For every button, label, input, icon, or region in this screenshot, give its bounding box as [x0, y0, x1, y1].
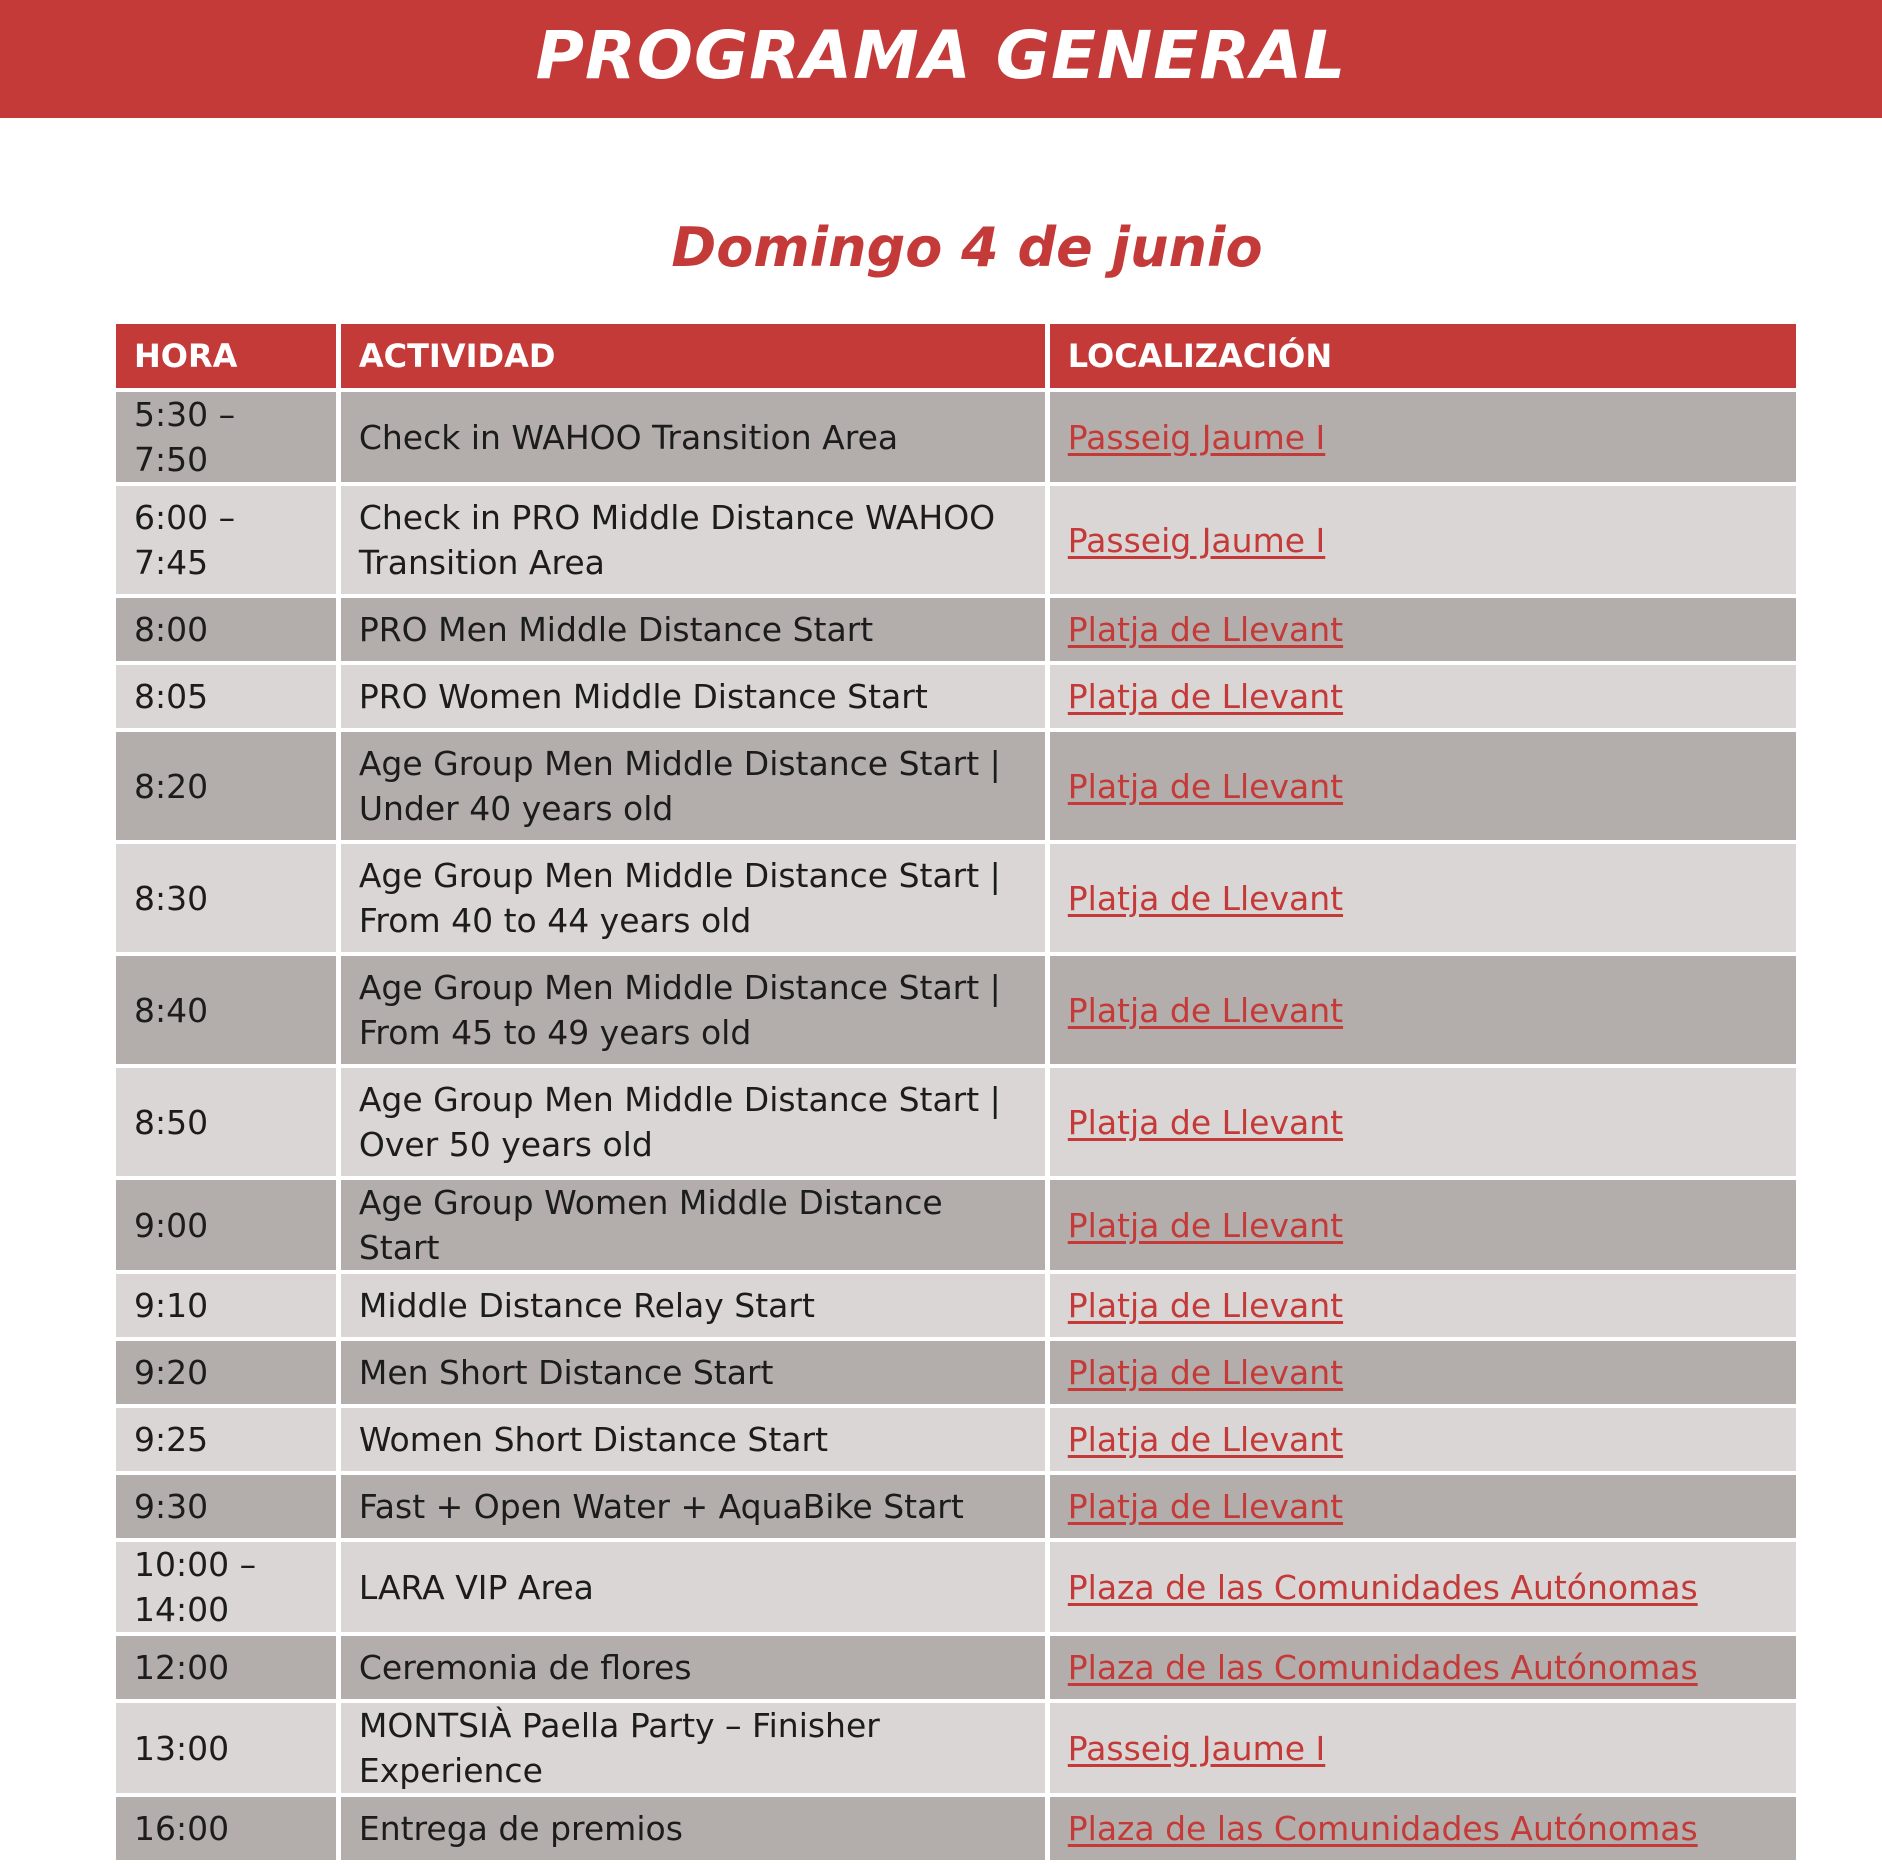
table-row: [116, 956, 1796, 1064]
location-link[interactable]: Platja de Llevant: [1067, 1487, 1344, 1526]
column-header-localizacion: LOCALIZACIÓN: [1050, 324, 1796, 388]
cell-localizacion: [1050, 1180, 1796, 1270]
cell-actividad: Age Group Men Middle Distance Start | Over 50 years old: [341, 1068, 1045, 1176]
location-link[interactable]: Platja de Llevant: [1067, 878, 1344, 918]
location-link[interactable]: Platja de Llevant: [1067, 677, 1344, 716]
location-link[interactable]: Platja de Llevant: [1067, 1286, 1344, 1325]
cell-hora: 13:00: [116, 1703, 336, 1793]
cell-hora: 12:00: [116, 1636, 336, 1699]
cell-hora: 10:00 – 14:00: [116, 1542, 336, 1632]
location-link[interactable]: Plaza de las Comunidades Autónomas: [1067, 1567, 1698, 1607]
location-link[interactable]: Platja de Llevant: [1067, 610, 1344, 649]
cell-hora: 9:20: [116, 1341, 336, 1404]
cell-hora: 8:30: [116, 844, 336, 952]
cell-localizacion: [1050, 732, 1796, 840]
cell-hora: 8:50: [116, 1068, 336, 1176]
cell-localizacion: [1050, 1542, 1796, 1632]
cell-hora: 8:05: [116, 665, 336, 728]
location-link[interactable]: Platja de Llevant: [1067, 1420, 1344, 1459]
location-link[interactable]: Passeig Jaume I: [1067, 1728, 1326, 1768]
cell-actividad: Fast + Open Water + AquaBike Start: [341, 1475, 1045, 1538]
cell-hora: 9:25: [116, 1408, 336, 1471]
table-row: [116, 844, 1796, 952]
cell-localizacion: [1050, 1274, 1796, 1337]
page-title: PROGRAMA GENERAL: [535, 16, 1347, 94]
cell-localizacion: [1050, 665, 1796, 728]
table-row: [116, 1636, 1796, 1699]
table-row: [116, 1408, 1796, 1471]
table-row: [116, 1068, 1796, 1176]
cell-actividad: Age Group Men Middle Distance Start | Under 40 years old: [341, 732, 1045, 840]
cell-actividad: MONTSIÀ Paella Party – Finisher Experience: [341, 1703, 1045, 1793]
table-row: [116, 1542, 1796, 1632]
cell-localizacion: [1050, 1636, 1796, 1699]
table-row: [116, 1341, 1796, 1404]
schedule-table: [111, 320, 1801, 1864]
table-row: [116, 1703, 1796, 1793]
cell-actividad: Age Group Women Middle Distance Start: [341, 1180, 1045, 1270]
table-row: [116, 486, 1796, 594]
cell-actividad: Middle Distance Relay Start: [341, 1274, 1045, 1337]
cell-actividad: Men Short Distance Start: [341, 1341, 1045, 1404]
cell-localizacion: [1050, 844, 1796, 952]
cell-actividad: Age Group Men Middle Distance Start | From 45 to 49 years old: [341, 956, 1045, 1064]
table-row: [116, 1475, 1796, 1538]
cell-actividad: Women Short Distance Start: [341, 1408, 1045, 1471]
table-row: [116, 598, 1796, 661]
cell-hora: 8:20: [116, 732, 336, 840]
location-link[interactable]: Platja de Llevant: [1067, 990, 1344, 1030]
table-row: [116, 392, 1796, 482]
cell-localizacion: [1050, 392, 1796, 482]
cell-actividad: Age Group Men Middle Distance Start | From 40 to 44 years old: [341, 844, 1045, 952]
cell-hora: 9:10: [116, 1274, 336, 1337]
cell-hora: 9:00: [116, 1180, 336, 1270]
cell-localizacion: [1050, 1341, 1796, 1404]
cell-localizacion: [1050, 486, 1796, 594]
cell-actividad: LARA VIP Area: [341, 1542, 1045, 1632]
location-link[interactable]: Plaza de las Comunidades Autónomas: [1067, 1648, 1698, 1687]
location-link[interactable]: Passeig Jaume I: [1067, 520, 1326, 560]
cell-actividad: Check in WAHOO Transition Area: [341, 392, 1045, 482]
cell-actividad: Check in PRO Middle Distance WAHOO Transition Area: [341, 486, 1045, 594]
header-banner: [0, 0, 1882, 118]
table-row: [116, 665, 1796, 728]
location-link[interactable]: Platja de Llevant: [1067, 1353, 1344, 1392]
location-link[interactable]: Platja de Llevant: [1067, 766, 1344, 806]
cell-hora: 6:00 – 7:45: [116, 486, 336, 594]
cell-actividad: Ceremonia de flores: [341, 1636, 1045, 1699]
cell-localizacion: [1050, 1797, 1796, 1860]
location-link[interactable]: Platja de Llevant: [1067, 1205, 1344, 1245]
cell-localizacion: [1050, 1703, 1796, 1793]
cell-hora: 9:30: [116, 1475, 336, 1538]
cell-hora: 8:40: [116, 956, 336, 1064]
column-header-actividad: ACTIVIDAD: [341, 324, 1045, 388]
location-link[interactable]: Platja de Llevant: [1067, 1102, 1344, 1142]
cell-localizacion: [1050, 1068, 1796, 1176]
cell-localizacion: [1050, 956, 1796, 1064]
column-header-hora: HORA: [116, 324, 336, 388]
cell-hora: 5:30 – 7:50: [116, 392, 336, 482]
location-link[interactable]: Plaza de las Comunidades Autónomas: [1067, 1809, 1698, 1848]
table-row: [116, 732, 1796, 840]
cell-localizacion: [1050, 1475, 1796, 1538]
day-title: Domingo 4 de junio: [671, 216, 1263, 279]
table-row: [116, 1797, 1796, 1860]
cell-hora: 16:00: [116, 1797, 336, 1860]
cell-hora: 8:00: [116, 598, 336, 661]
cell-localizacion: [1050, 1408, 1796, 1471]
location-link[interactable]: Passeig Jaume I: [1067, 417, 1326, 457]
cell-actividad: Entrega de premios: [341, 1797, 1045, 1860]
cell-actividad: PRO Men Middle Distance Start: [341, 598, 1045, 661]
table-row: [116, 1180, 1796, 1270]
cell-localizacion: [1050, 598, 1796, 661]
table-header-row: [116, 324, 1796, 388]
table-row: [116, 1274, 1796, 1337]
cell-actividad: PRO Women Middle Distance Start: [341, 665, 1045, 728]
